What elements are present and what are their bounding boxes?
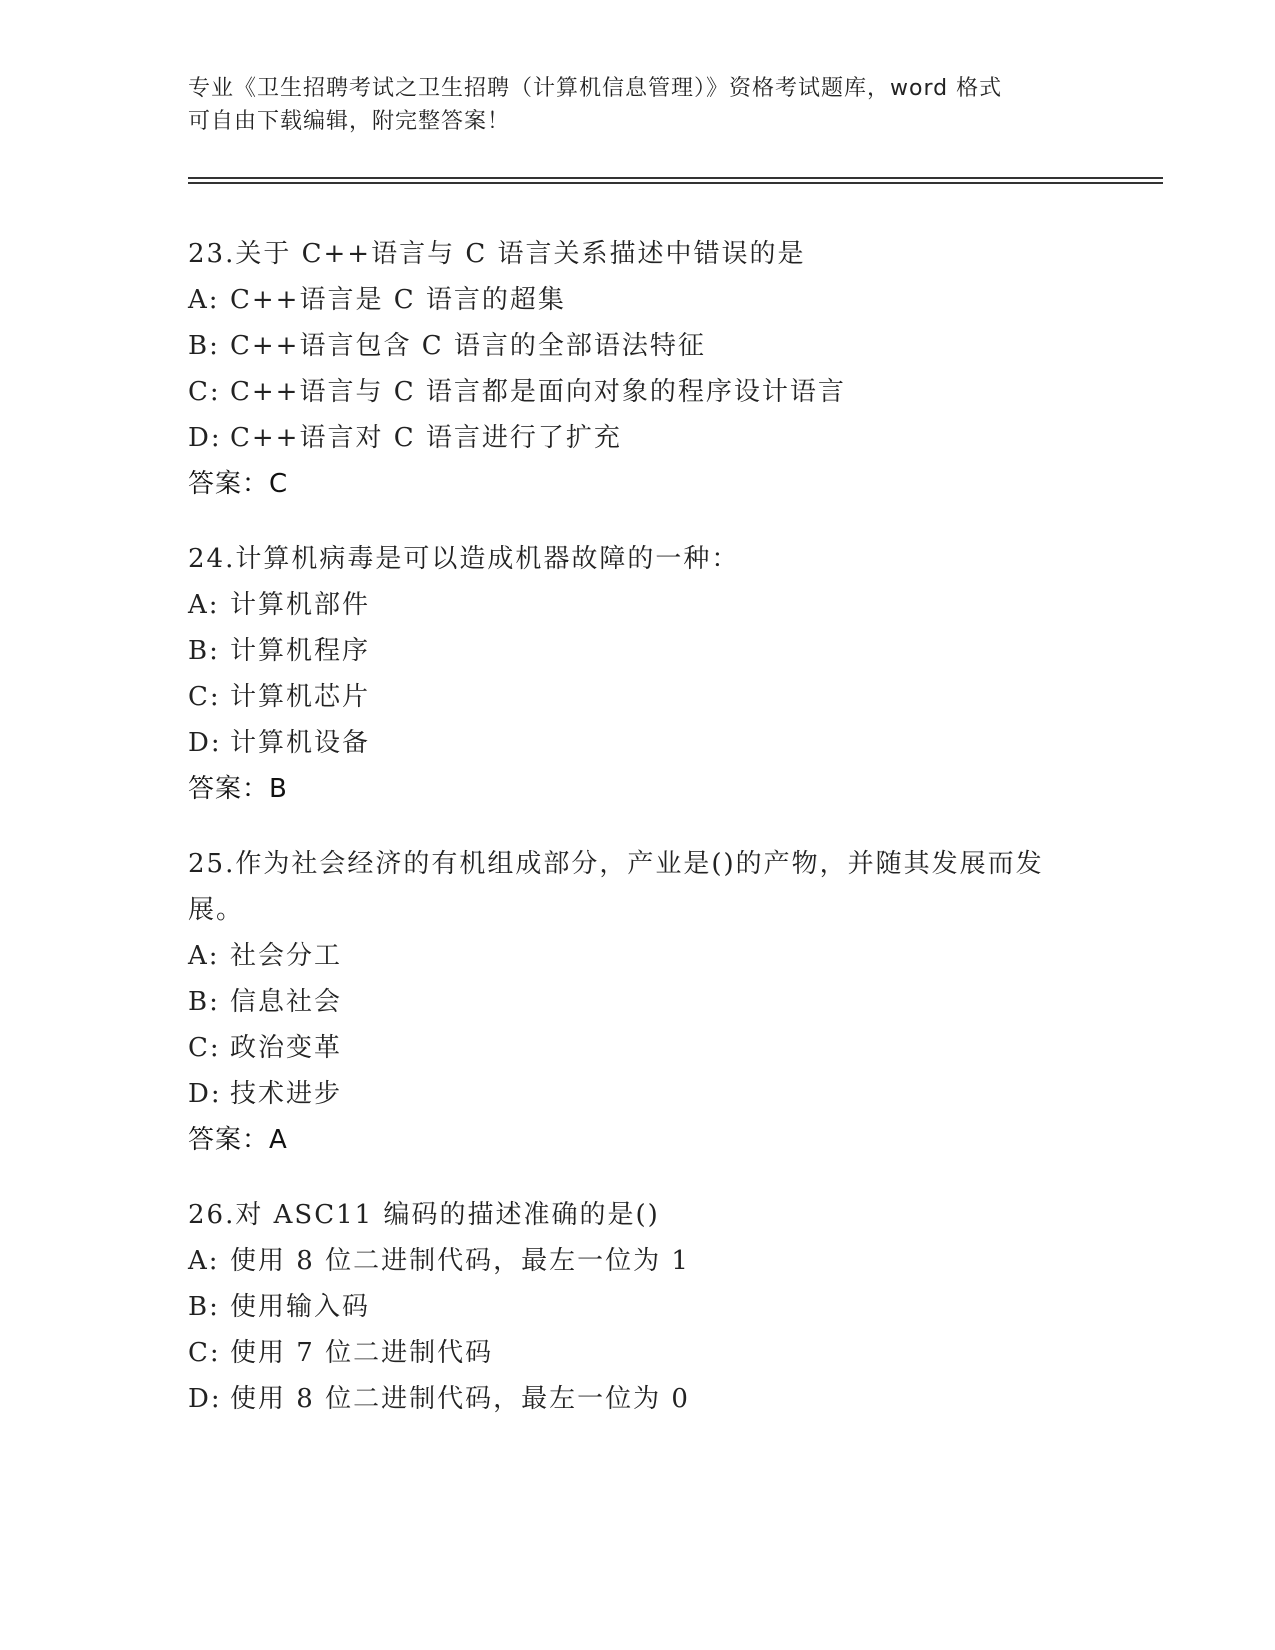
option-c [188,1330,1088,1376]
option-text: C++语言包含 C 语言的全部语法特征 [230,331,706,361]
option-text: 计算机设备 [230,728,371,758]
option-text: C++语言是 C 语言的超集 [230,285,566,315]
option-text: 使用 8 位二进制代码，最左一位为 0 [230,1384,690,1414]
option-a [188,933,1088,979]
option-text: 技术进步 [230,1079,343,1109]
option-a [188,582,1088,628]
header-divider-top [188,177,1163,179]
option-label: B: [188,1292,220,1322]
option-text: C++语言对 C 语言进行了扩充 [230,423,622,453]
option-d [188,1071,1088,1117]
option-label: A: [188,1246,220,1276]
option-b [188,628,1088,674]
option-label: A: [188,285,220,315]
option-text: 计算机程序 [230,636,371,666]
question-stem: 24.计算机病毒是可以造成机器故障的一种： [188,544,740,574]
answer-line: 答案：B [188,774,288,804]
option-text: C++语言与 C 语言都是面向对象的程序设计语言 [230,377,846,407]
document-header [188,72,1088,138]
option-text: 信息社会 [230,987,343,1017]
option-b [188,323,1088,369]
option-label: C: [188,377,221,407]
header-line-2: 可自由下载编辑，附完整答案！ [188,109,511,134]
question-25 [188,841,1088,1163]
option-label: A: [188,941,220,971]
option-label: D: [188,423,222,453]
answer-line: 答案：A [188,1125,288,1155]
option-label: D: [188,1384,222,1414]
option-label: D: [188,1079,222,1109]
option-c [188,369,1088,415]
header-divider-bottom [188,182,1163,184]
question-24 [188,536,1088,812]
question-23 [188,231,1088,507]
option-a [188,1238,1088,1284]
question-stem: 25.作为社会经济的有机组成部分，产业是()的产物，并随其发展而发 [188,849,1044,879]
option-text: 使用输入码 [230,1292,371,1322]
question-26 [188,1192,1088,1422]
option-label: B: [188,987,220,1017]
option-label: A: [188,590,220,620]
option-text: 使用 7 位二进制代码 [230,1338,494,1368]
option-label: B: [188,331,220,361]
option-text: 计算机部件 [230,590,371,620]
question-stem-continuation: 展。 [188,895,245,925]
option-d [188,1376,1088,1422]
option-label: C: [188,1338,221,1368]
option-b [188,979,1088,1025]
option-label: C: [188,1033,221,1063]
option-label: D: [188,728,222,758]
option-text: 政治变革 [230,1033,343,1063]
question-stem: 26.对 ASC11 编码的描述准确的是() [188,1200,660,1230]
option-c [188,1025,1088,1071]
option-label: B: [188,636,220,666]
question-stem: 23.关于 C++语言与 C 语言关系描述中错误的是 [188,239,806,269]
answer-line: 答案：C [188,469,289,499]
option-c [188,674,1088,720]
option-b [188,1284,1088,1330]
option-d [188,720,1088,766]
option-a [188,277,1088,323]
option-text: 社会分工 [230,941,343,971]
option-text: 计算机芯片 [230,682,371,712]
header-line-1: 专业《卫生招聘考试之卫生招聘（计算机信息管理）》资格考试题库，word 格式 [188,76,1003,101]
option-d [188,415,1088,461]
option-label: C: [188,682,221,712]
option-text: 使用 8 位二进制代码，最左一位为 1 [230,1246,690,1276]
